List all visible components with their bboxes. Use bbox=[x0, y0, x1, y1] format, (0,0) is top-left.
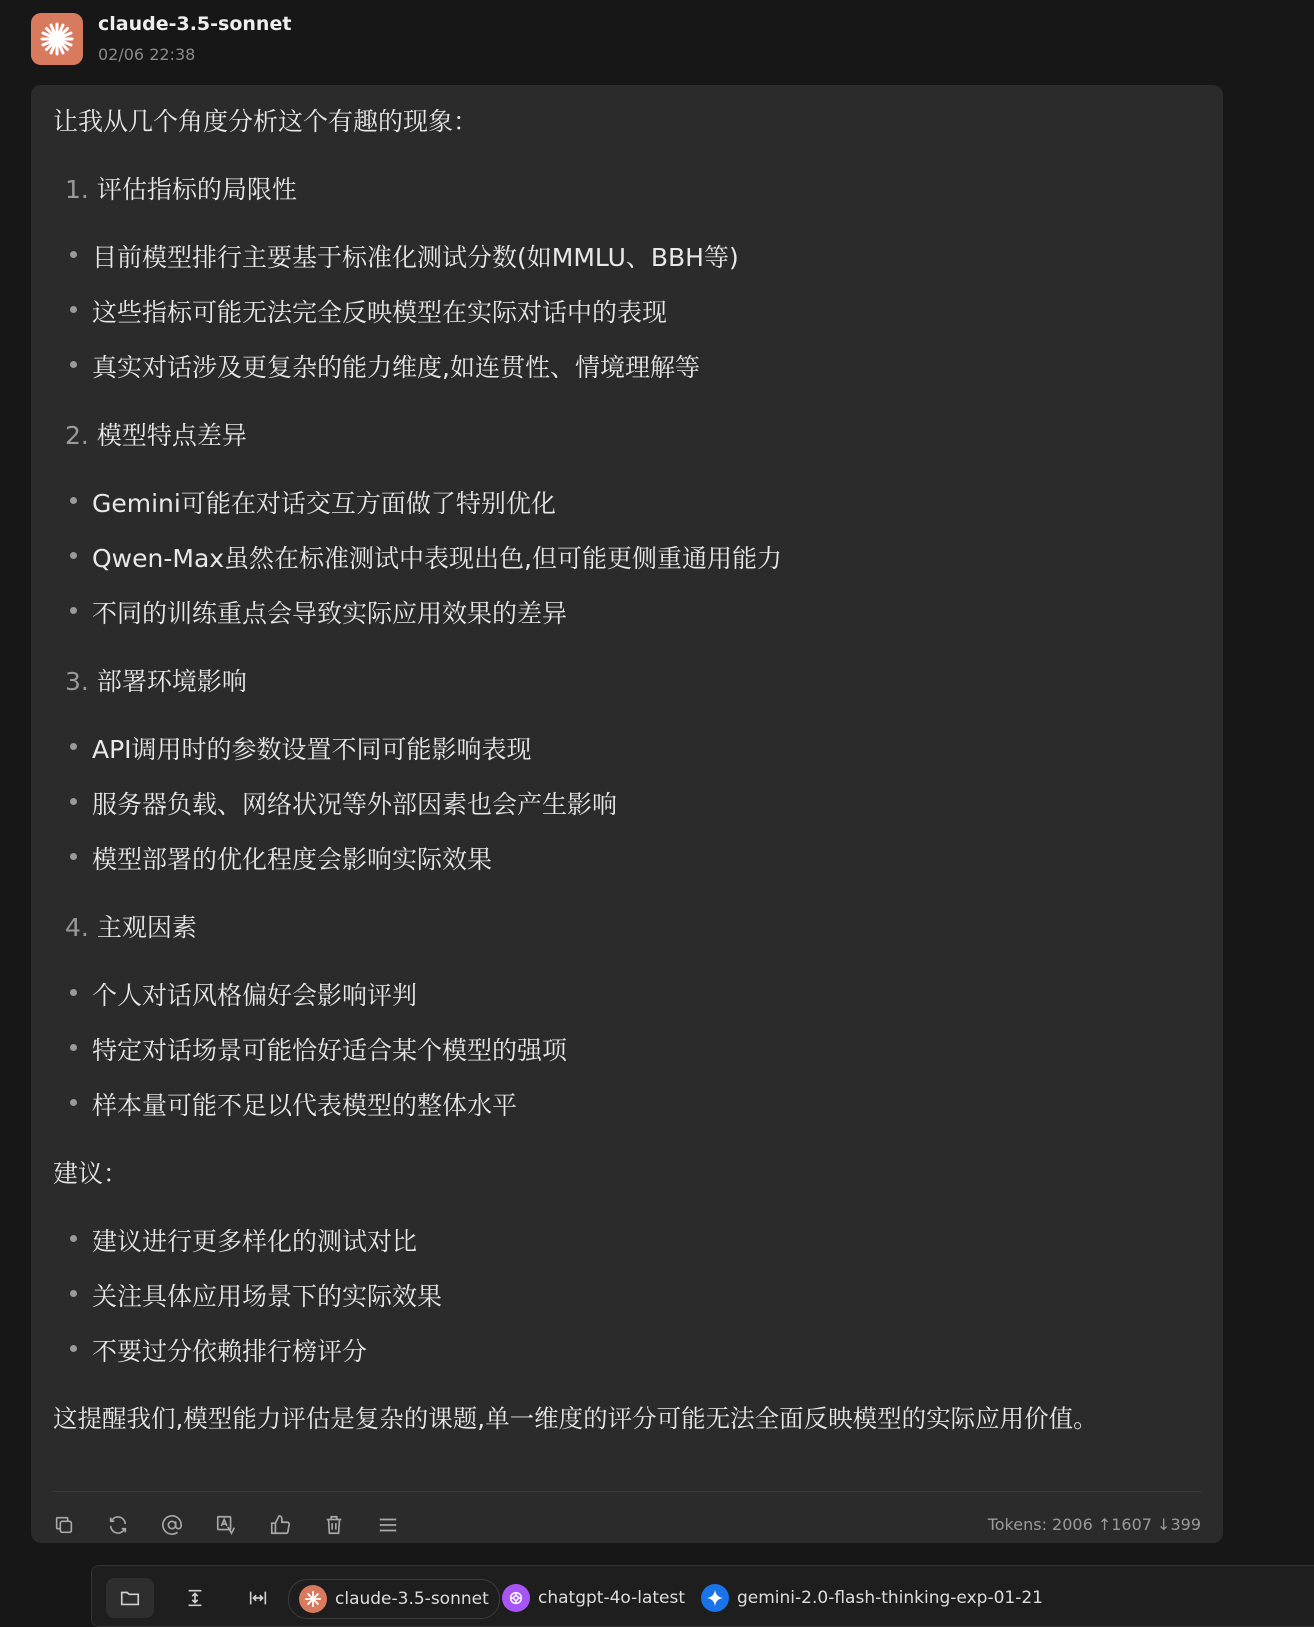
bullet-dot bbox=[70, 1099, 77, 1106]
translate-button[interactable] bbox=[215, 1509, 269, 1541]
text-height-icon bbox=[184, 1587, 206, 1609]
menu-button[interactable] bbox=[377, 1509, 431, 1541]
list-item: 关注具体应用场景下的实际效果 bbox=[92, 1282, 443, 1311]
list-item: 服务器负载、网络状况等外部因素也会产生影响 bbox=[92, 790, 618, 819]
list-item: Qwen-Max虽然在标准测试中表现出色,但可能更侧重通用能力 bbox=[92, 544, 783, 573]
section-number: 4. bbox=[65, 913, 89, 942]
openai-icon bbox=[502, 1584, 530, 1612]
message-card bbox=[31, 85, 1223, 1543]
bullet-dot bbox=[70, 552, 77, 559]
claude-icon bbox=[299, 1585, 327, 1613]
text-width-button[interactable] bbox=[234, 1578, 282, 1618]
bullet-dot bbox=[70, 743, 77, 750]
bullet-dot bbox=[70, 1345, 77, 1352]
section-number: 3. bbox=[65, 667, 89, 696]
list-item: API调用时的参数设置不同可能影响表现 bbox=[92, 735, 532, 764]
bullet-dot bbox=[70, 853, 77, 860]
token-count: Tokens: 2006 ↑1607 ↓399 bbox=[987, 1515, 1201, 1534]
bullet-dot bbox=[70, 1290, 77, 1297]
bullet-dot bbox=[70, 1044, 77, 1051]
folder-icon bbox=[119, 1587, 141, 1609]
section-number: 1. bbox=[65, 175, 89, 204]
thumbs-up-button[interactable] bbox=[269, 1509, 323, 1541]
section-heading bbox=[65, 170, 297, 206]
mention-icon bbox=[161, 1514, 183, 1536]
text-width-icon bbox=[247, 1587, 269, 1609]
list-item: 样本量可能不足以代表模型的整体水平 bbox=[92, 1091, 518, 1120]
bullet-dot bbox=[70, 251, 77, 258]
list-item: 个人对话风格偏好会影响评判 bbox=[92, 981, 418, 1010]
translate-icon bbox=[215, 1514, 237, 1536]
claude-avatar bbox=[31, 13, 83, 65]
list-item: 真实对话涉及更复杂的能力维度,如连贯性、情境理解等 bbox=[92, 353, 700, 382]
list-item: 特定对话场景可能恰好适合某个模型的强项 bbox=[92, 1036, 568, 1065]
mention-button[interactable] bbox=[161, 1509, 215, 1541]
copy-icon bbox=[53, 1514, 75, 1536]
bottom-toolbar bbox=[91, 1565, 1314, 1627]
thumbs-up-icon bbox=[269, 1514, 291, 1536]
model-chip-gemini[interactable] bbox=[701, 1579, 1043, 1617]
divider bbox=[53, 1491, 1201, 1492]
list-item: 目前模型排行主要基于标准化测试分数(如MMLU、BBH等) bbox=[92, 243, 739, 272]
bullet-dot bbox=[70, 607, 77, 614]
bullet-dot bbox=[70, 306, 77, 313]
bullet-dot bbox=[70, 361, 77, 368]
copy-button[interactable] bbox=[53, 1509, 107, 1541]
list-item: 模型部署的优化程度会影响实际效果 bbox=[92, 845, 493, 874]
bullet-dot bbox=[70, 989, 77, 996]
regenerate-button[interactable] bbox=[107, 1509, 161, 1541]
section-heading bbox=[65, 662, 247, 698]
message-timestamp: 02/06 22:38 bbox=[98, 45, 196, 64]
section-heading bbox=[65, 416, 247, 452]
bullet-dot bbox=[70, 497, 77, 504]
intro-text: 让我从几个角度分析这个有趣的现象： bbox=[53, 107, 479, 136]
list-item: 不同的训练重点会导致实际应用效果的差异 bbox=[92, 599, 568, 628]
model-chip-chatgpt[interactable] bbox=[502, 1579, 685, 1617]
folder-button[interactable] bbox=[106, 1578, 154, 1618]
text-height-button[interactable] bbox=[171, 1578, 219, 1618]
menu-icon bbox=[377, 1514, 399, 1536]
delete-icon bbox=[323, 1514, 345, 1536]
list-item: 建议进行更多样化的测试对比 bbox=[92, 1227, 418, 1256]
bullet-dot bbox=[70, 1235, 77, 1242]
gemini-icon bbox=[701, 1584, 729, 1612]
bullet-dot bbox=[70, 798, 77, 805]
message-header bbox=[31, 13, 631, 65]
section-title: 部署环境影响 bbox=[96, 667, 247, 696]
section-heading bbox=[65, 908, 197, 944]
list-item: 这些指标可能无法完全反映模型在实际对话中的表现 bbox=[92, 298, 668, 327]
regenerate-icon bbox=[107, 1514, 129, 1536]
model-name: claude-3.5-sonnet bbox=[98, 13, 292, 35]
section-title: 主观因素 bbox=[96, 913, 197, 942]
model-chip-claude[interactable] bbox=[288, 1579, 500, 1619]
list-item: 不要过分依赖排行榜评分 bbox=[92, 1337, 368, 1366]
list-item: Gemini可能在对话交互方面做了特别优化 bbox=[92, 489, 556, 518]
section-number: 2. bbox=[65, 421, 89, 450]
model-chip-label: chatgpt-4o-latest bbox=[538, 1588, 686, 1608]
section-title: 评估指标的局限性 bbox=[96, 175, 297, 204]
conclusion-text: 这提醒我们,模型能力评估是复杂的课题,单一维度的评分可能无法全面反映模型的实际应用价值。 bbox=[53, 1404, 1098, 1433]
message-actions bbox=[53, 1509, 431, 1541]
section-title: 模型特点差异 bbox=[96, 421, 247, 450]
claude-starburst-icon bbox=[39, 21, 75, 57]
delete-button[interactable] bbox=[323, 1509, 377, 1541]
suggestion-heading: 建议： bbox=[53, 1159, 129, 1188]
model-chip-label: gemini-2.0-flash-thinking-exp-01-21 bbox=[737, 1588, 1043, 1608]
model-chip-label: claude-3.5-sonnet bbox=[335, 1589, 489, 1609]
